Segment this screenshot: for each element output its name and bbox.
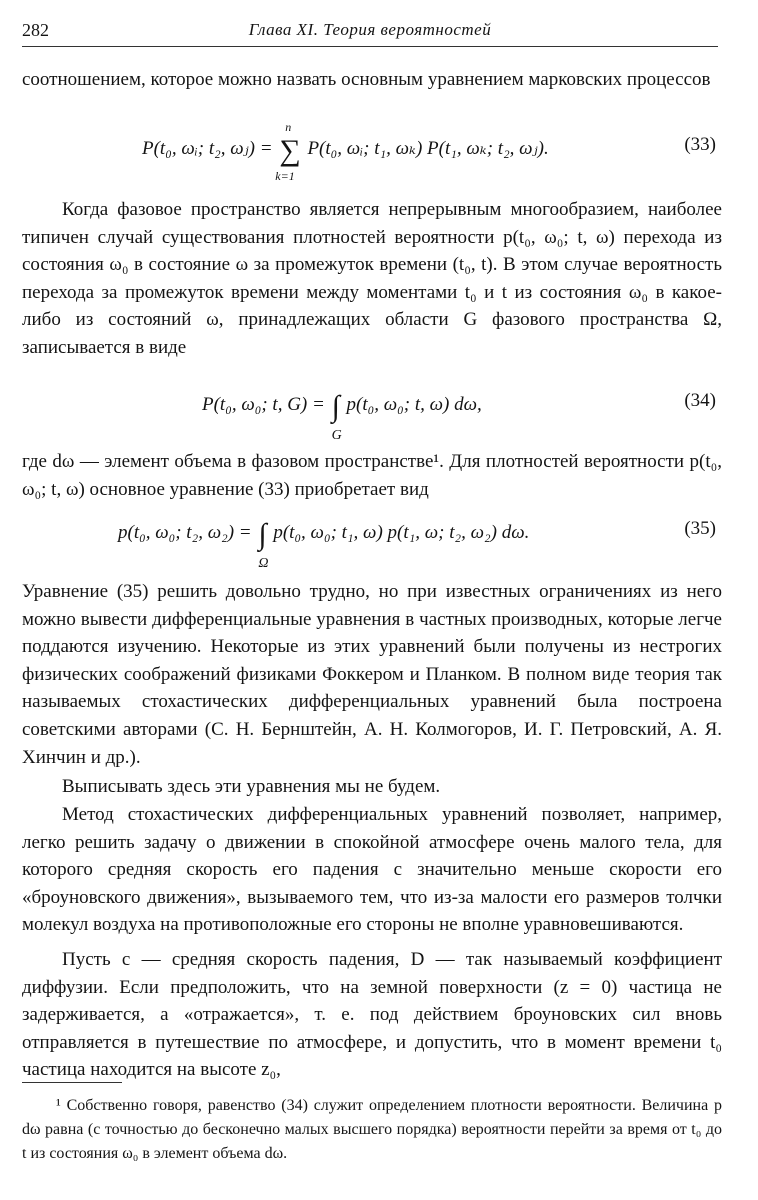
paragraph-equation-35: Уравнение (35) решить довольно трудно, но при известных ограничениях из него можно вывести дифференциальные уравнения в частных производных, которые легче поддаются изучению. Некоторые из этих уравнений были получены из нестрогих физических соображений физиками Фоккером и Планком. В полном виде теория так называемых стохастических дифференциальных уравнений была построена советскими авторами (С. Н. Бернштейн, А. Н. Колмогоров, И. Г. Петровский, А. Я. Хинчин и др.). [22,581,722,768]
page-number: 282 [22,20,49,40]
equation-33-number: (33) [684,134,716,155]
equation-34-rhs: p(t₀, ω₀; t, ω) dω, [346,394,482,415]
equation-33-lhs: P(t₀, ωᵢ; t₂, ωⱼ) = [142,138,273,159]
equation-33-formula [142,120,549,183]
integral-symbol: ∫ Ω [258,518,269,571]
integral-symbol: ∫ G [331,390,342,443]
equation-35-formula [118,518,530,571]
footnote-text: ¹ Собственно говоря, равенство (34) служит определением плотности вероятности. Величина p dω равна (с точностью до бесконечно малых высшего порядка) вероятности перейти за время от t₀ до t из состояния ω₀ в элемент объема dω. [22,1097,722,1162]
equation-34 [22,380,722,443]
paragraph-element-volume: где dω — элемент объема в фазовом пространстве¹. Для плотностей вероятности p(t₀, ω₀; t, ω) основное уравнение (33) приобретает вид [22,451,722,500]
sum-upper-limit: n [285,120,292,134]
page-header [22,16,718,46]
paragraph-method: Метод стохастических дифференциальных уравнений позволяет, например, легко решить задачу о движении в спокойной атмосфере очень малого тела, для которого средняя скорость его падения c значительно меньше скорости его «броуновского движения», вызываемого тем, что из-за малости его размеров толчки молекул воздуха на противоположные его стороны не вполне уравновешиваются. [22,804,722,936]
paragraph-assumptions: Пусть c — средняя скорость падения, D — так называемый коэффициент диффузии. Если предположить, что на земной поверхности (z = 0) частица не задерживается, а «отражается», т. е. под действием броуновских сил вновь отправляется в путешествие по атмосфере, и допустить, что в момент времени t₀ частица находится на высоте z₀, [22,949,722,1081]
equation-33 [22,120,722,184]
equation-33-rhs: P(t₀, ωᵢ; t₁, ωₖ) P(t₁, ωₖ; t₂, ωⱼ). [307,138,549,159]
equation-34-formula [202,390,482,443]
equation-34-lhs: P(t₀, ω₀; t, G) = [202,394,325,415]
paragraph-skip: Выписывать здесь эти уравнения мы не будем. [62,776,441,797]
equation-35-number: (35) [684,518,716,539]
equation-35-lhs: p(t₀, ω₀; t₂, ω₂) = [118,522,252,543]
header-rule [22,46,718,47]
running-head: Глава XI. Теория вероятностей [248,20,492,39]
footnote-rule [22,1082,122,1083]
sum-symbol: ∑ n k=1 [275,120,301,183]
integral-domain: G [331,428,342,443]
equation-34-number: (34) [684,390,716,411]
footnote [22,1094,722,1166]
paragraph-intro: соотношением, которое можно назвать основным уравнением марковских процессов [22,69,711,90]
equation-35-rhs: p(t₀, ω₀; t₁, ω) p(t₁, ω; t₂, ω₂) dω. [273,522,530,543]
sum-lower-limit: k=1 [275,169,295,183]
equation-35 [22,508,722,571]
paragraph-density: Когда фазовое пространство является непрерывным многообразием, наиболее типичен случай существования плотностей вероятности p(t₀, ω₀; t, ω) перехода из состояния ω₀ в состояние ω за промежуток времени (t₀, t). В этом случае вероятность перехода за промежуток времени между моментами t₀ и t из состояния ω₀ в какое-либо из состояний ω, принадлежащих области G фазового пространства Ω, записывается в виде [22,199,722,358]
integral-domain: Ω [258,556,269,571]
